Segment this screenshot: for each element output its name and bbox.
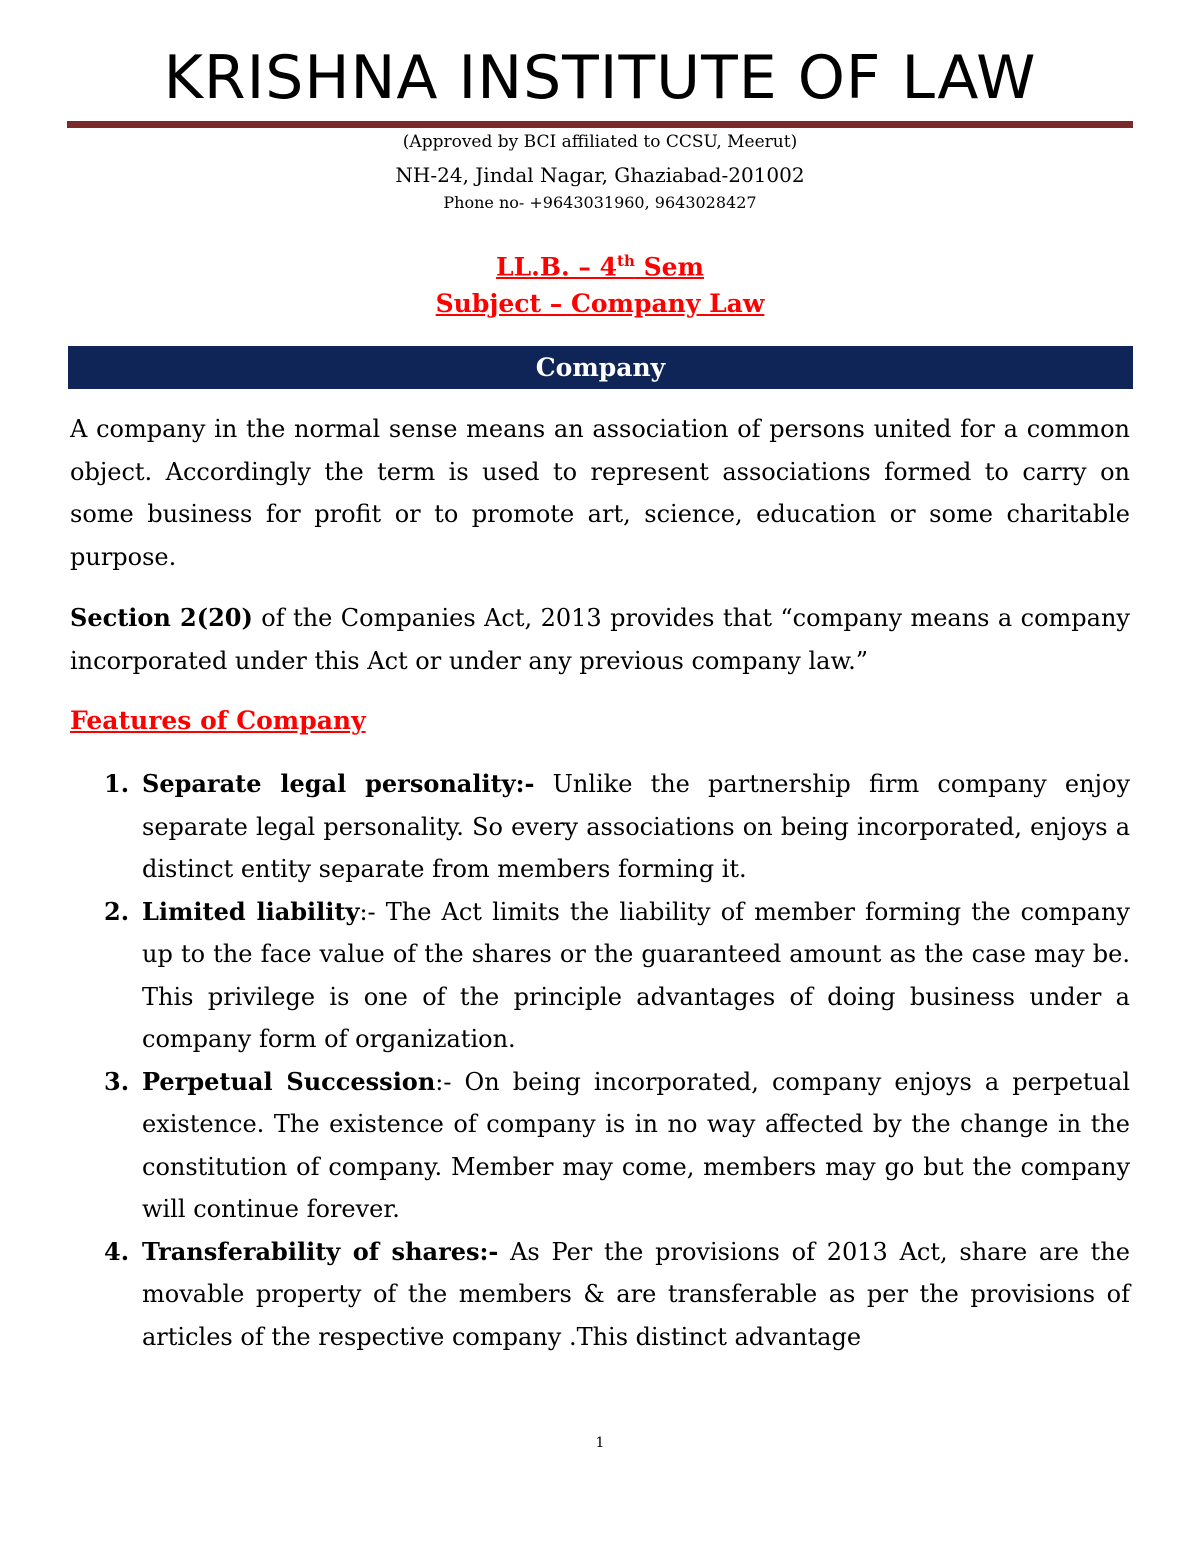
feature-description: As Per the provisions of 2013 Act, share are the movable property of the members & are transferable as per the provisions of articles of the respective company .This distinct advantage <box>142 1237 1130 1351</box>
list-item <box>0 763 1200 891</box>
list-number: 1. <box>104 769 130 798</box>
list-text <box>142 1061 1130 1231</box>
section-paragraph <box>70 597 1130 682</box>
list-number: 3. <box>104 1066 130 1096</box>
feature-description: :- On being incorporated, company enjoys a perpetual existence. The existence of company is in no way affected by the change in the constitution of company. Member may come, members may go but the company will continue forever. <box>142 1067 1130 1223</box>
section-text: of the Companies Act, 2013 provides that “company means a company incorporated under this Act or under any previous company law.” <box>70 604 1130 675</box>
phone-line: Phone no- +9643031960, 9643028427 <box>443 193 757 212</box>
header-divider <box>67 121 1133 128</box>
institute-title: KRISHNA INSTITUTE OF LAW <box>163 43 1037 113</box>
approval-line: (Approved by BCI affiliated to CCSU, Meerut) <box>402 132 798 152</box>
feature-title: Perpetual Succession <box>142 1066 436 1096</box>
list-text <box>142 763 1130 891</box>
list-text <box>142 891 1130 1061</box>
definition-paragraph: A company in the normal sense means an association of persons united for a common object. Accordingly the term is used to represent associations formed to carry on some business for profit or to promote art, science, education or some charitable purpose. <box>70 415 1130 571</box>
semester-heading <box>0 244 1200 284</box>
list-number: 4. <box>104 1236 130 1266</box>
feature-title: Transferability of shares:- <box>142 1236 499 1266</box>
semester-prefix: LL.B. – 4 <box>496 252 618 282</box>
list-item <box>0 891 1200 1061</box>
features-list <box>0 763 1200 1358</box>
section-banner: Company <box>68 346 1133 389</box>
subject-heading: Subject – Company Law <box>435 289 765 318</box>
feature-title: Limited liability <box>142 896 360 926</box>
feature-description: :- The Act limits the liability of member forming the company up to the face value of the shares or the guaranteed amount as the case may be. This privilege is one of the principle advantages of doing business under a company form of organization. <box>142 897 1130 1053</box>
feature-title: Separate legal personality:- <box>142 769 535 798</box>
list-number: 2. <box>104 896 130 926</box>
list-item <box>0 1061 1200 1231</box>
list-item <box>0 1231 1200 1359</box>
section-reference: Section 2(20) <box>70 603 253 632</box>
features-heading: Features of Company <box>70 706 366 735</box>
page-number: 1 <box>595 1435 605 1451</box>
feature-description: Unlike the partnership firm company enjoy separate legal personality. So every associations on being incorporated, enjoys a distinct entity separate from members forming it. <box>142 770 1130 883</box>
semester-superscript: th <box>617 252 635 270</box>
address-line: NH-24, Jindal Nagar, Ghaziabad-201002 <box>395 163 805 187</box>
list-text <box>142 1231 1130 1359</box>
semester-suffix: Sem <box>634 252 704 282</box>
